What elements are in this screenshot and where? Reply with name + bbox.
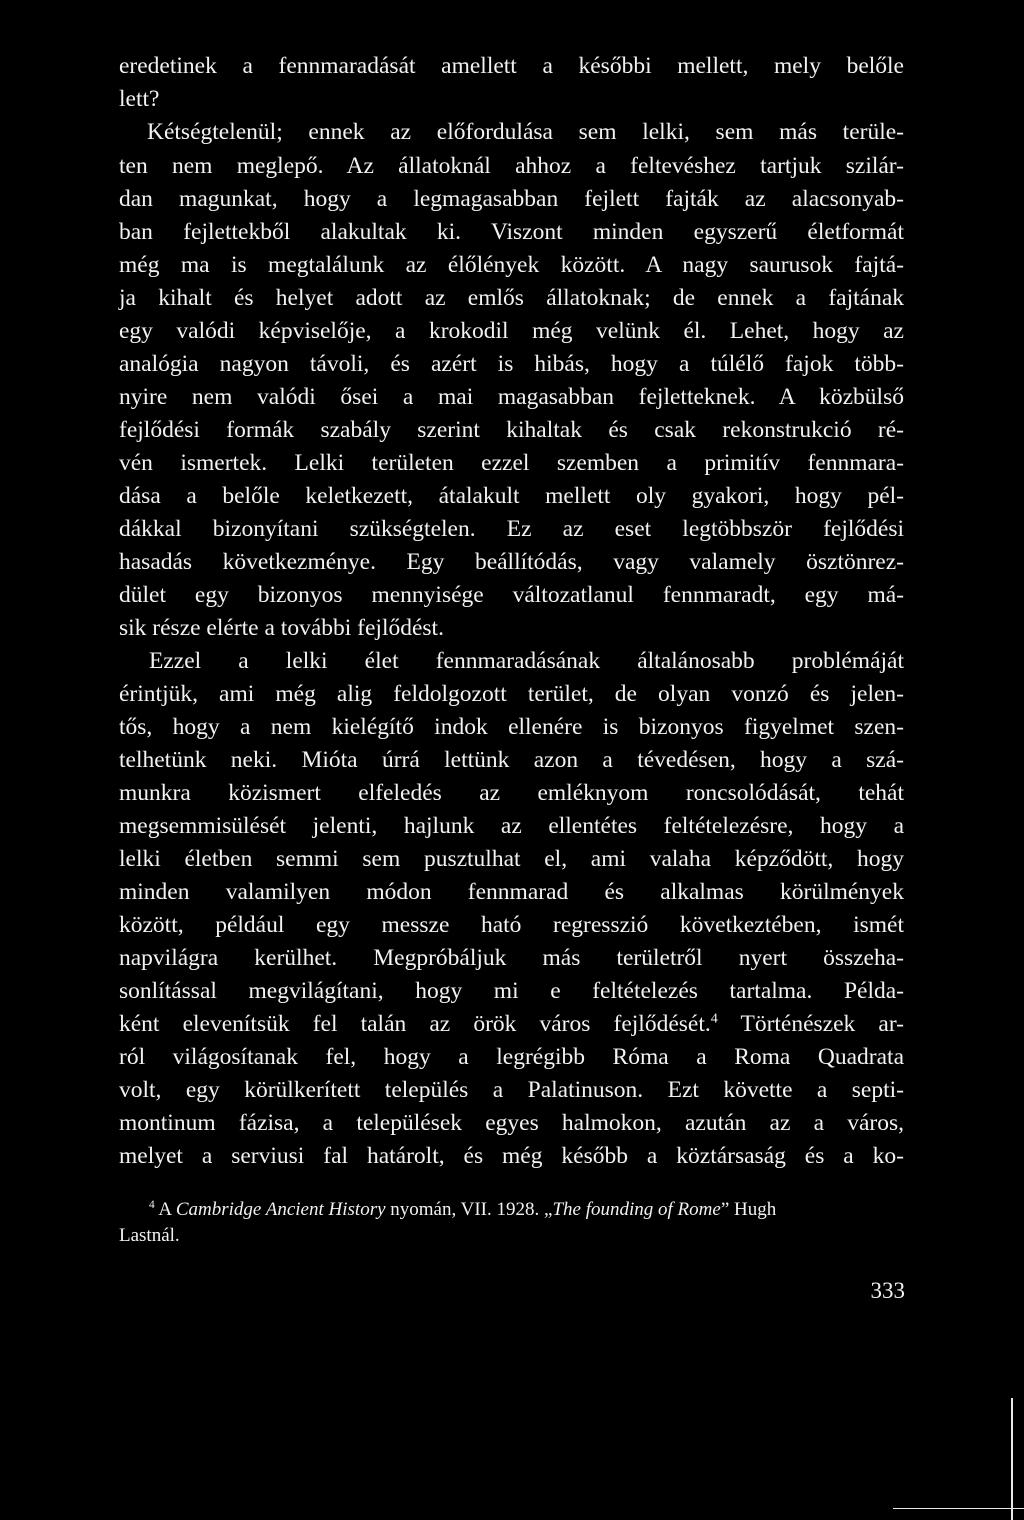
body-line: hasadás következménye. Egy beállítódás, vagy valamely ösztönrez- bbox=[119, 549, 904, 575]
body-line: munkra közismert elfeledés az emléknyom roncsolódását, tehát bbox=[119, 780, 904, 806]
body-line: vén ismertek. Lelki területen ezzel szemben a primitív fennmara- bbox=[119, 450, 904, 476]
body-line: Ezzel a lelki élet fennmaradásának általánosabb problémáját bbox=[149, 648, 904, 674]
body-line: minden valamilyen módon fennmarad és alkalmas körülmények bbox=[119, 879, 904, 905]
body-line: lett? bbox=[119, 86, 160, 112]
body-line: ban fejlettekből alakultak ki. Viszont minden egyszerű életformát bbox=[119, 219, 904, 245]
body-line: napvilágra kerülhet. Megpróbáljuk más területről nyert összeha- bbox=[119, 945, 904, 971]
body-line-with-footnote-ref bbox=[119, 1008, 904, 1040]
footnote-marker: 4 bbox=[149, 1199, 155, 1212]
body-line: sik része elérte a további fejlődést. bbox=[119, 615, 444, 641]
body-line: volt, egy körülkerített település a Palatinuson. Ezt követte a septi- bbox=[119, 1077, 904, 1103]
body-line: melyet a serviusi fal határolt, és még később a köztársaság és a ko- bbox=[119, 1143, 904, 1169]
footnote-text: ” Hugh bbox=[720, 1199, 777, 1220]
body-line: telhetünk neki. Mióta úrrá lettünk azon a tévedésen, hogy a szá- bbox=[119, 747, 904, 773]
body-line: nyire nem valódi ősei a mai magasabban fejletteknek. A közbülső bbox=[119, 384, 904, 410]
body-line: dákkal bizonyítani szükségtelen. Ez az eset legtöbbször fejlődési bbox=[119, 516, 904, 542]
footnote-text: nyomán, VII. 1928. „ bbox=[385, 1199, 553, 1220]
body-line: ten nem meglepő. Az állatoknál ahhoz a feltevéshez tartjuk szilár- bbox=[119, 153, 904, 179]
body-line: lelki életben semmi sem pusztulhat el, ami valaha képződött, hogy bbox=[119, 846, 904, 872]
body-line: egy valódi képviselője, a krokodil még velünk él. Lehet, hogy az bbox=[119, 318, 904, 344]
footnote bbox=[149, 1197, 934, 1223]
page-number: 333 bbox=[870, 1278, 905, 1303]
scan-edge-line bbox=[1011, 1398, 1013, 1520]
scan-edge-line bbox=[893, 1508, 1024, 1509]
body-line: fejlődési formák szabály szerint kihaltak és csak rekonstrukció ré- bbox=[119, 417, 904, 443]
body-line: dan magunkat, hogy a legmagasabban fejlett fajták az alacsonyab- bbox=[119, 186, 904, 212]
footnote-continuation: Lastnál. bbox=[119, 1225, 180, 1246]
body-line: ja kihalt és helyet adott az emlős állatoknak; de ennek a fajtának bbox=[119, 285, 904, 311]
body-line: ról világosítanak fel, hogy a legrégibb Róma a Roma Quadrata bbox=[119, 1044, 904, 1070]
body-line: megsemmisülését jelenti, hajlunk az ellentétes feltételezésre, hogy a bbox=[119, 813, 904, 839]
body-line-text: Történészek ar- bbox=[717, 1011, 905, 1037]
body-line: még ma is megtalálunk az élőlények között. A nagy saurusok fajtá- bbox=[119, 252, 904, 278]
body-line: sonlítással megvilágítani, hogy mi e feltételezés tartalma. Példa- bbox=[119, 978, 904, 1004]
body-line: analógia nagyon távoli, és azért is hibás, hogy a túlélő fajok több- bbox=[119, 351, 904, 377]
body-line: montinum fázisa, a települések egyes halmokon, azután az a város, bbox=[119, 1110, 904, 1136]
body-line: eredetinek a fennmaradását amellett a későbbi mellett, mely belőle bbox=[119, 53, 904, 79]
body-line: Kétségtelenül; ennek az előfordulása sem lelki, sem más terüle- bbox=[147, 119, 904, 145]
footnote-text: A bbox=[154, 1199, 176, 1220]
footnote-reference: 4 bbox=[710, 1010, 718, 1027]
footnote-article-title: The founding of Rome bbox=[552, 1199, 721, 1220]
body-line: dület egy bizonyos mennyisége változatlanul fennmaradt, egy má- bbox=[119, 582, 904, 608]
footnote-source-title: Cambridge Ancient History bbox=[175, 1199, 386, 1220]
body-line: dása a belőle keletkezett, átalakult mellett oly gyakori, hogy pél- bbox=[119, 483, 904, 509]
body-line: tős, hogy a nem kielégítő indok ellenére is bizonyos figyelmet szen- bbox=[119, 714, 904, 740]
body-line-text: ként elevenítsük fel talán az örök város fejlődését. bbox=[119, 1011, 711, 1037]
body-line: között, például egy messze ható regresszió következtében, ismét bbox=[119, 912, 904, 938]
body-line: érintjük, ami még alig feldolgozott terület, de olyan vonzó és jelen- bbox=[119, 681, 904, 707]
